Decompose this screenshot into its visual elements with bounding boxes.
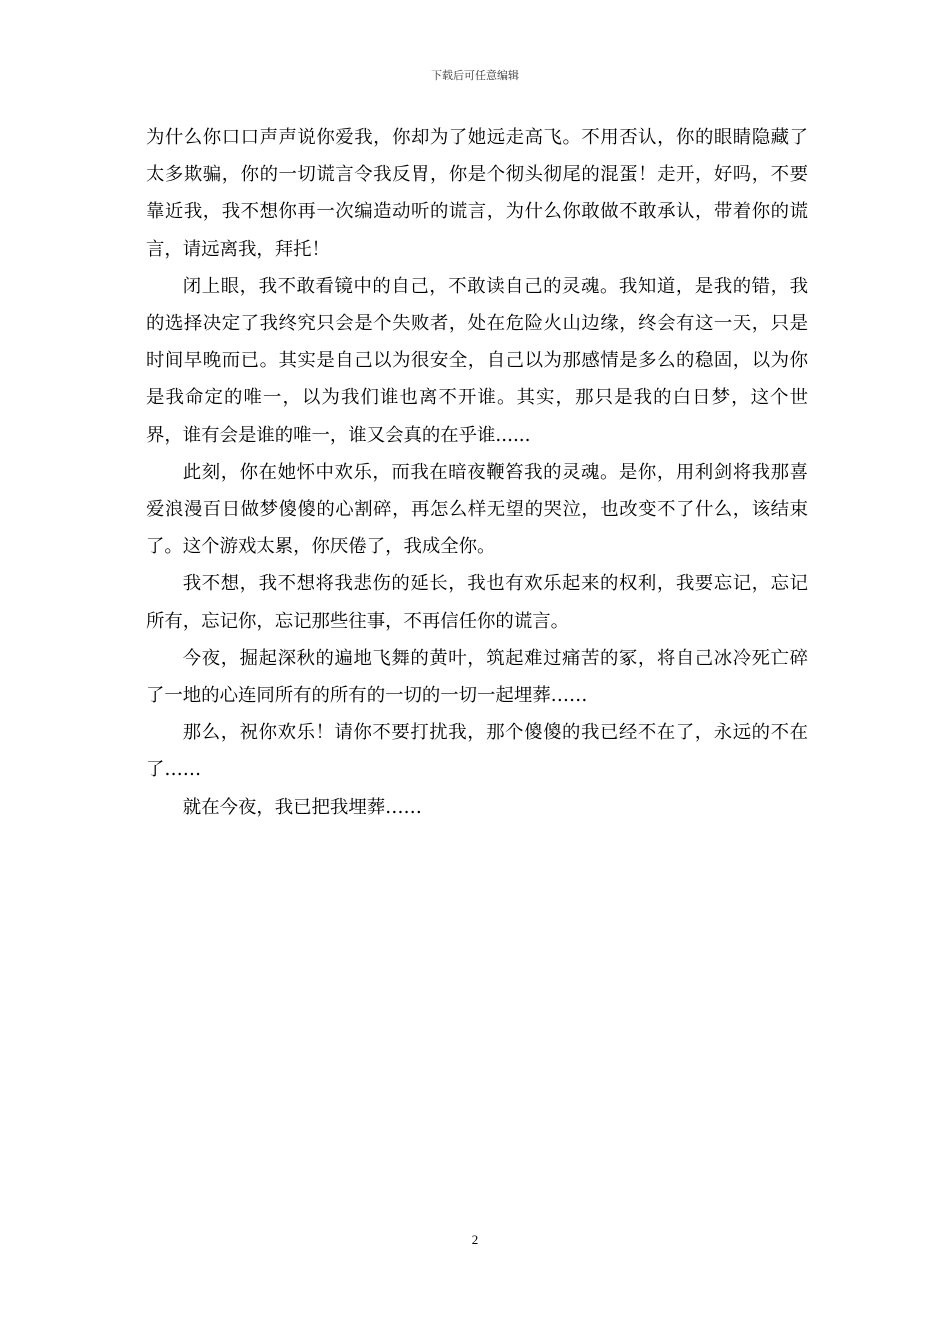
paragraph-4: 我不想，我不想将我悲伤的延长，我也有欢乐起来的权利，我要忘记，忘记所有，忘记你，忘记那些往事，不再信任你的谎言。 [146,573,808,632]
paragraph-3: 此刻，你在她怀中欢乐，而我在暗夜鞭笞我的灵魂。是你，用利剑将我那喜爱浪漫百日做梦傻傻的心割碎，再怎么样无望的哭泣，也改变不了什么，该结束了。这个游戏太累，你厌倦了，我成全你。 [146,461,808,558]
page-header: 下载后可任意编辑 [431,69,519,82]
paragraph-2: 闭上眼，我不敢看镜中的自己，不敢读自己的灵魂。我知道，是我的错，我的选择决定了我终究只会是个失败者，处在危险火山边缘，终会有这一天，只是时间早晚而已。其实是自己以为很安全，自己以为那感情是多么的稳固，以为你是我命定的唯一，以为我们谁也离不开谁。其实，那只是我的白日梦，这个世界，谁有会是谁的唯一，谁又会真的在乎谁...... [146,275,808,446]
paragraph-5: 今夜，掘起深秋的遍地飞舞的黄叶，筑起难过痛苦的冢，将自己冰冷死亡碎了一地的心连同所有的所有的一切的一切一起埋葬…… [146,647,808,707]
document-body [146,119,808,826]
paragraph-7: 就在今夜，我已把我埋葬…… [182,796,422,818]
paragraph-1: 为什么你口口声声说你爱我，你却为了她远走高飞。不用否认，你的眼睛隐藏了太多欺骗，你的一切谎言令我反胃，你是个彻头彻尾的混蛋！走开，好吗，不要靠近我，我不想你再一次编造动听的谎言，为什么你敢做不敢承认，带着你的谎言，请远离我，拜托！ [146,127,808,260]
paragraph-6: 那么，祝你欢乐！请你不要打扰我，那个傻傻的我已经不在了，永远的不在了…… [146,722,808,781]
page-number: 2 [471,1232,479,1247]
